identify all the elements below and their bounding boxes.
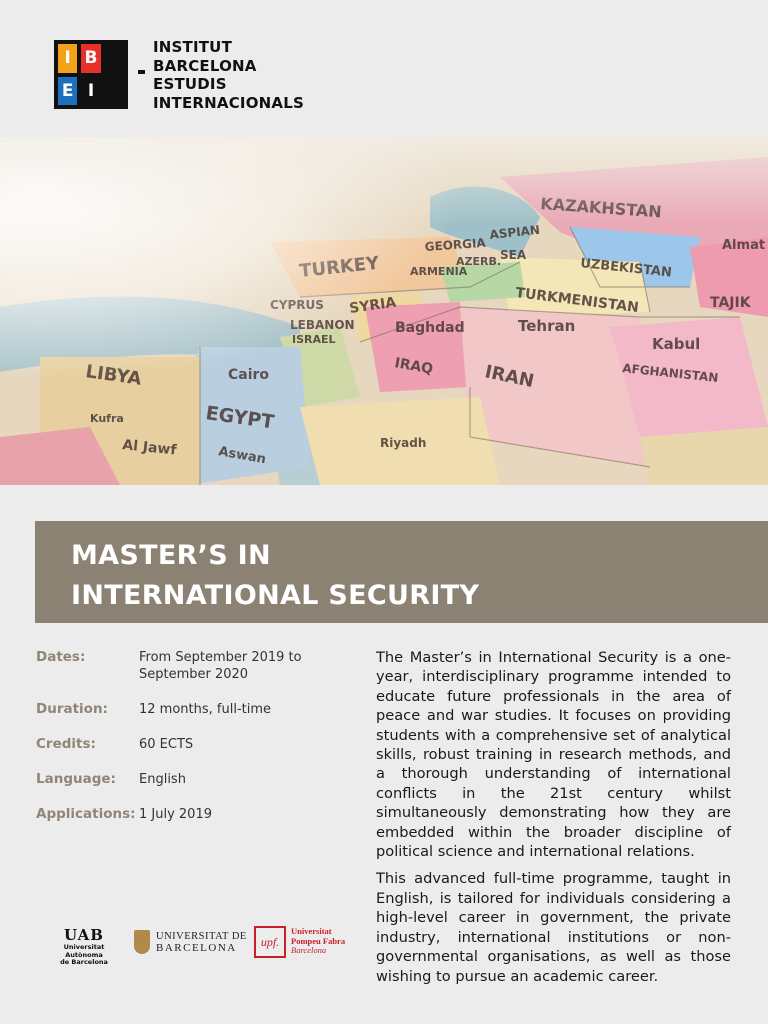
info-value: 12 months, full-time: [139, 702, 272, 717]
description-paragraph-2: This advanced full-time programme, taught in English, is tailored for individuals considering a high-level career in government, the private industry, international institutions or non-governmental organisations, as well as those wishing to pursue an academic career.: [376, 870, 731, 985]
uab-name-line-1: Universitat Autònoma: [63, 943, 105, 959]
page-title: [71, 536, 479, 616]
description-paragraph-1: The Master’s in International Security is a one-year, interdisciplinary programme intended to educate future professionals in the area of peace and war studies. It focuses on providing students with a comprehensive set of analytical skills, robust training in research methods, and a thorough understanding of international conflicts in the 21st century whilst simultaneously demonstrating how they are embedded within the broader discipline of political science and international relations.: [376, 649, 731, 861]
logo-dash: [138, 70, 145, 74]
info-label: Applications:: [36, 806, 136, 822]
info-label: Credits:: [36, 736, 96, 752]
logo-text-line: INSTITUT: [153, 38, 232, 56]
ub-logo: [134, 930, 247, 956]
ibei-logo-mark: [54, 40, 128, 109]
info-label: Dates:: [36, 649, 86, 665]
ub-name-line-1: UNIVERSITAT DE: [156, 931, 247, 942]
info-value: 60 ECTS: [139, 737, 194, 752]
upf-name-line-1: Universitat: [291, 926, 332, 936]
info-value: English: [139, 772, 186, 787]
uab-mark: UAB: [64, 926, 104, 944]
logo-letter-i-2: I: [81, 77, 100, 106]
info-value: From September 2019 to September 2020: [139, 650, 302, 682]
info-label: Duration:: [36, 701, 108, 717]
programme-description: [376, 648, 731, 994]
upf-mark: upf.: [254, 926, 286, 958]
ub-shield-icon: [134, 930, 150, 954]
logo-blank-cell: [105, 44, 124, 73]
logo-text-line: BARCELONA: [153, 56, 257, 75]
ub-name-line-2: BARCELONA: [156, 942, 237, 954]
info-label: Language:: [36, 771, 116, 787]
partner-logos: [48, 924, 358, 964]
title-line-1: MASTER’S IN: [71, 540, 271, 571]
upf-logo: [254, 926, 358, 958]
logo-text-line: ESTUDIS: [153, 75, 227, 93]
upf-name-line-3: Barcelona: [291, 945, 327, 955]
ibei-logo-text: [153, 38, 304, 112]
logo-letter-b: B: [81, 44, 100, 73]
uab-logo: [48, 926, 120, 967]
logo-blank-cell-2: [105, 77, 124, 106]
info-value: 1 July 2019: [139, 807, 212, 822]
uab-name-line-2: de Barcelona: [60, 958, 108, 966]
logo-text-line: INTERNACIONALS: [153, 93, 304, 112]
upf-name-line-2: Pompeu Fabra: [291, 935, 346, 946]
logo-letter-e: E: [58, 77, 77, 106]
logo-letter-i: I: [58, 44, 77, 73]
globe-map-illustration: [0, 137, 768, 485]
title-line-2: INTERNATIONAL SECURITY: [71, 580, 480, 611]
hero-map-image: [0, 137, 768, 485]
title-band: [35, 521, 768, 623]
